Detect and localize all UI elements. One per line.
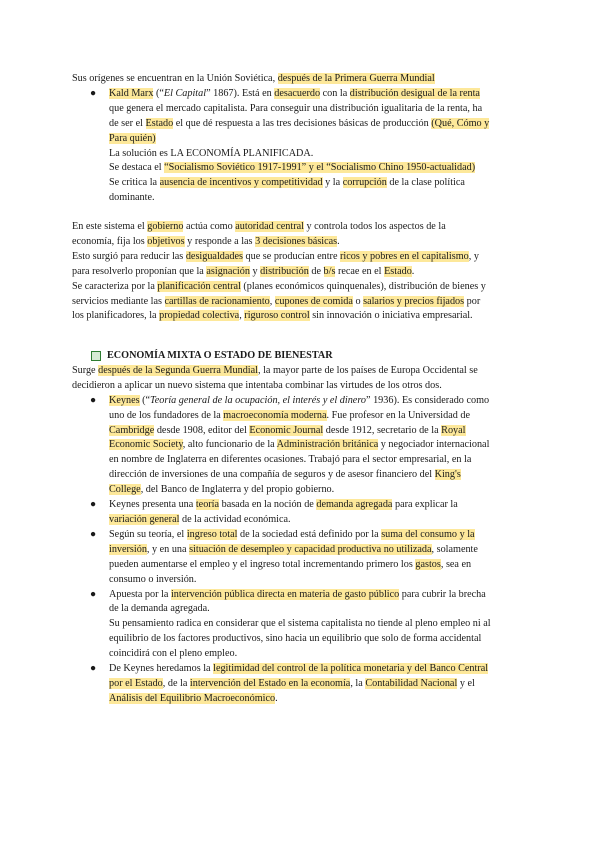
highlight: Para quién) [109,132,156,144]
text-run: y negociador internacional [378,439,490,451]
highlight: Kald Marx [109,87,154,99]
highlight: cartillas de racionamiento [164,295,270,307]
text-run: de la clase política [386,177,465,189]
bullet-icon: ● [90,87,97,99]
text-line [109,528,530,543]
text-run: desde 1908, editor del [154,424,250,436]
text-run: pueden aumentarse el empleo y el ingreso total incrementando primero los [109,558,416,570]
text-run: , [269,295,275,307]
highlight: “Socialismo Soviético 1917-1991” y el “Socialismo Chino 1950-actualidad) [164,162,476,174]
text-line [72,72,530,87]
text-run: , sea en [440,558,472,570]
text-line [109,677,530,692]
text-run: de ser el [109,117,146,129]
highlight: demanda agregada [316,499,393,511]
text-line: coincidirá con el pleno empleo. [109,648,238,660]
text-run: , y [468,250,479,262]
text-run: para resolverlo proponían que la [72,265,207,277]
text-run: (“ [139,394,151,406]
highlight: planificación central [157,280,241,292]
highlight: corrupción [342,177,387,189]
text-run: para cubrir la brecha [399,588,486,600]
text-line [109,117,530,132]
text-line [109,692,530,707]
highlight: después de la Segunda Guerra Mundial [98,364,258,376]
text-line [72,235,530,250]
highlight: salarios y precios fijados [363,295,465,307]
heading-text: ECONOMÍA MIXTA O ESTADO DE BIENESTAR [107,350,333,361]
bullet-item-marx [72,87,530,206]
text-line [109,662,530,677]
text-run: y el [457,677,475,689]
text-line [72,295,530,310]
bullet-icon: ● [90,499,97,511]
highlight: Royal [441,424,466,436]
highlight: situación de desempleo y capacidad productiva no utilizada [189,543,432,555]
text-line [109,176,530,191]
highlight: después de la Primera Guerra Mundial [277,73,435,84]
text-run: para explicar la [392,499,458,511]
highlight: desigualdades [185,250,243,262]
highlight: asignación [206,265,250,277]
highlight: teoría [195,499,220,511]
section-planned-economy [72,72,530,206]
text-run: de [308,265,324,277]
text-run: y controla todos los aspectos de la [303,221,446,232]
highlight: ricos y pobres en el capitalismo [340,250,469,262]
text-run: Esto surgió para reducir las [72,250,186,262]
text-line [109,588,530,603]
book-title: Teoría general de la ocupación, el interés y el dinero [150,394,367,406]
highlight: macroeconomía moderna [223,409,327,421]
text-run: o [352,295,364,307]
text-run: recae en el [335,265,385,277]
highlight: distribución desigual de la renta [349,87,480,99]
text-run: . [337,235,340,247]
highlight: ingreso total [186,528,238,540]
highlight: Administración británica [276,439,379,451]
text-line [109,132,530,147]
text-line: consumo o inversión. [109,573,197,585]
text-run: . Fue profesor en la Universidad de [326,409,470,421]
highlight: intervención del Estado en la economía [189,677,351,689]
text-run: , del Banco de Inglaterra y del propio gobierno. [140,484,335,496]
text-run: Se critica la [109,177,160,189]
highlight: College [109,484,141,496]
text-run: basada en la noción de [219,499,317,511]
text-run: En este sistema el [72,221,148,232]
section-heading [72,349,530,364]
highlight: objetivos [147,235,185,247]
text-run: el que dé respuesta a las tres decisiones básicas de producción [173,117,432,129]
bullet-item-public-spending [72,588,530,663]
bullet-icon: ● [90,528,97,540]
checkbox-icon[interactable] [91,351,101,361]
text-run: Sus orígenes se encuentran en la Unión Soviética, [72,73,278,84]
text-run: (“ [153,87,164,99]
book-title: El Capital [163,87,207,99]
text-line [109,438,530,453]
bullet-item-legacy [72,662,530,707]
highlight: gastos [415,558,441,570]
text-line [109,409,530,424]
text-line: de la demanda agregada. [109,603,210,615]
text-run: economía, fija los [72,235,148,247]
text-run: . [275,692,278,704]
text-run: , solamente [431,543,478,555]
text-run: servicios mediante las [72,295,165,307]
highlight: distribución [260,265,309,277]
text-run: actúa como [183,221,236,232]
highlight: cupones de comida [274,295,353,307]
text-line: dominante. [109,192,155,204]
highlight: intervención pública directa en materia de gasto público [170,588,400,600]
highlight: suma del consumo y la [381,528,475,540]
highlight: riguroso control [244,310,310,322]
text-run: por [464,295,481,307]
text-run: , y en una [146,543,190,555]
text-run: Surge [72,364,99,376]
text-run: , de la [162,677,190,689]
text-run: Según su teoría, el [109,528,187,540]
highlight: inversión [109,543,147,555]
text-line: equilibrio de los factores productivos, sino hacia un equilibrio que solo de forma accidental [109,633,482,645]
bullet-item-aggregate-demand [72,498,530,528]
highlight: desacuerdo [274,87,321,99]
bullet-icon: ● [90,588,97,600]
text-run: desde 1912, secretario de la [323,424,442,436]
text-line [72,265,530,280]
text-run: Se caracteriza por la [72,280,158,292]
text-line [72,280,530,295]
highlight: Economic Society [109,439,183,451]
text-run: , la mayor parte de los países de Europa Occidental se [257,364,478,376]
highlight: King's [434,469,461,481]
text-line [109,394,530,409]
text-line: decidieron a aplicar un nuevo sistema que intentaba combinar las virtudes de los otros dos. [72,379,442,391]
highlight: Análisis del Equilibrio Macroeconómico [109,692,276,704]
text-line [109,513,530,528]
section-central-planning [72,220,530,324]
text-line [109,483,530,498]
text-run: ” 1936). Es considerado como [366,394,490,406]
text-line [72,220,530,235]
bullet-icon: ● [90,394,97,406]
text-run: y la [322,177,343,189]
highlight: 3 decisiones básicas [255,235,338,247]
text-run: y responde a las [184,235,256,247]
text-run: . [411,265,415,277]
highlight: por el Estado [109,677,163,689]
text-line [109,498,530,513]
text-line: La solución es LA ECONOMÍA PLANIFICADA. [109,147,314,159]
text-run: dirección de inversiones de una compañía de seguros y de asesor financiero del [109,469,435,481]
text-line: que genera el mercado capitalista. Para conseguir una distribución igualitaria de la renta, ha [109,102,483,114]
text-run: sin innovación o iniciativa empresarial. [309,310,473,322]
text-run: con la [320,87,350,99]
text-run: , [239,310,245,322]
section-mixed-economy [72,349,530,707]
text-line [109,161,530,176]
text-run: Keynes presenta una [109,499,196,511]
text-run: y [249,265,261,277]
text-line [72,309,530,324]
text-run: Apuesta por la [109,588,171,600]
text-run: , la [350,677,366,689]
text-run: los planificadores, la [72,310,160,322]
highlight: (Qué, Cómo y [431,117,490,129]
highlight: b/s [323,265,336,277]
highlight: Keynes [109,394,140,406]
text-line [72,250,530,265]
highlight: gobierno [147,221,184,232]
highlight: Estado [145,117,174,129]
highlight: Cambridge [109,424,155,436]
highlight: Contabilidad Nacional [365,677,458,689]
highlight: propiedad colectiva [159,310,240,322]
text-run: ” 1867). Está en [206,87,275,99]
text-line [109,468,530,483]
text-run: De Keynes heredamos la [109,663,214,675]
highlight: variación general [109,513,180,525]
bullet-item-total-income [72,528,530,588]
text-line [72,364,530,379]
text-line [109,543,530,558]
highlight: Economic Journal [249,424,324,436]
highlight: Estado [384,265,412,277]
text-run: de la actividad económica. [179,513,291,525]
text-run: (planes económicos quinquenales), distribución de bienes y [240,280,486,292]
highlight: ausencia de incentivos y competitividad [159,177,323,189]
bullet-icon: ● [90,663,97,675]
text-run: de la sociedad está definido por la [237,528,382,540]
text-line [109,558,530,573]
bullet-item-keynes-bio [72,394,530,498]
text-line: en nombre de Inglaterra en diferentes ocasiones. Trabajó para el sector empresarial, en la [109,454,472,466]
text-line [109,424,530,439]
highlight: autoridad central [235,221,304,232]
text-line [109,87,530,102]
text-run: que se producían entre [242,250,341,262]
text-line: Su pensamiento radica en considerar que el sistema capitalista no tiende al pleno empleo ni al [109,618,491,630]
text-run: , alto funcionario de la [182,439,277,451]
text-run: Se destaca el [109,162,165,174]
highlight: legitimidad del control de la política monetaria y del Banco Central [213,663,489,675]
text-run: uno de los fundadores de la [109,409,224,421]
